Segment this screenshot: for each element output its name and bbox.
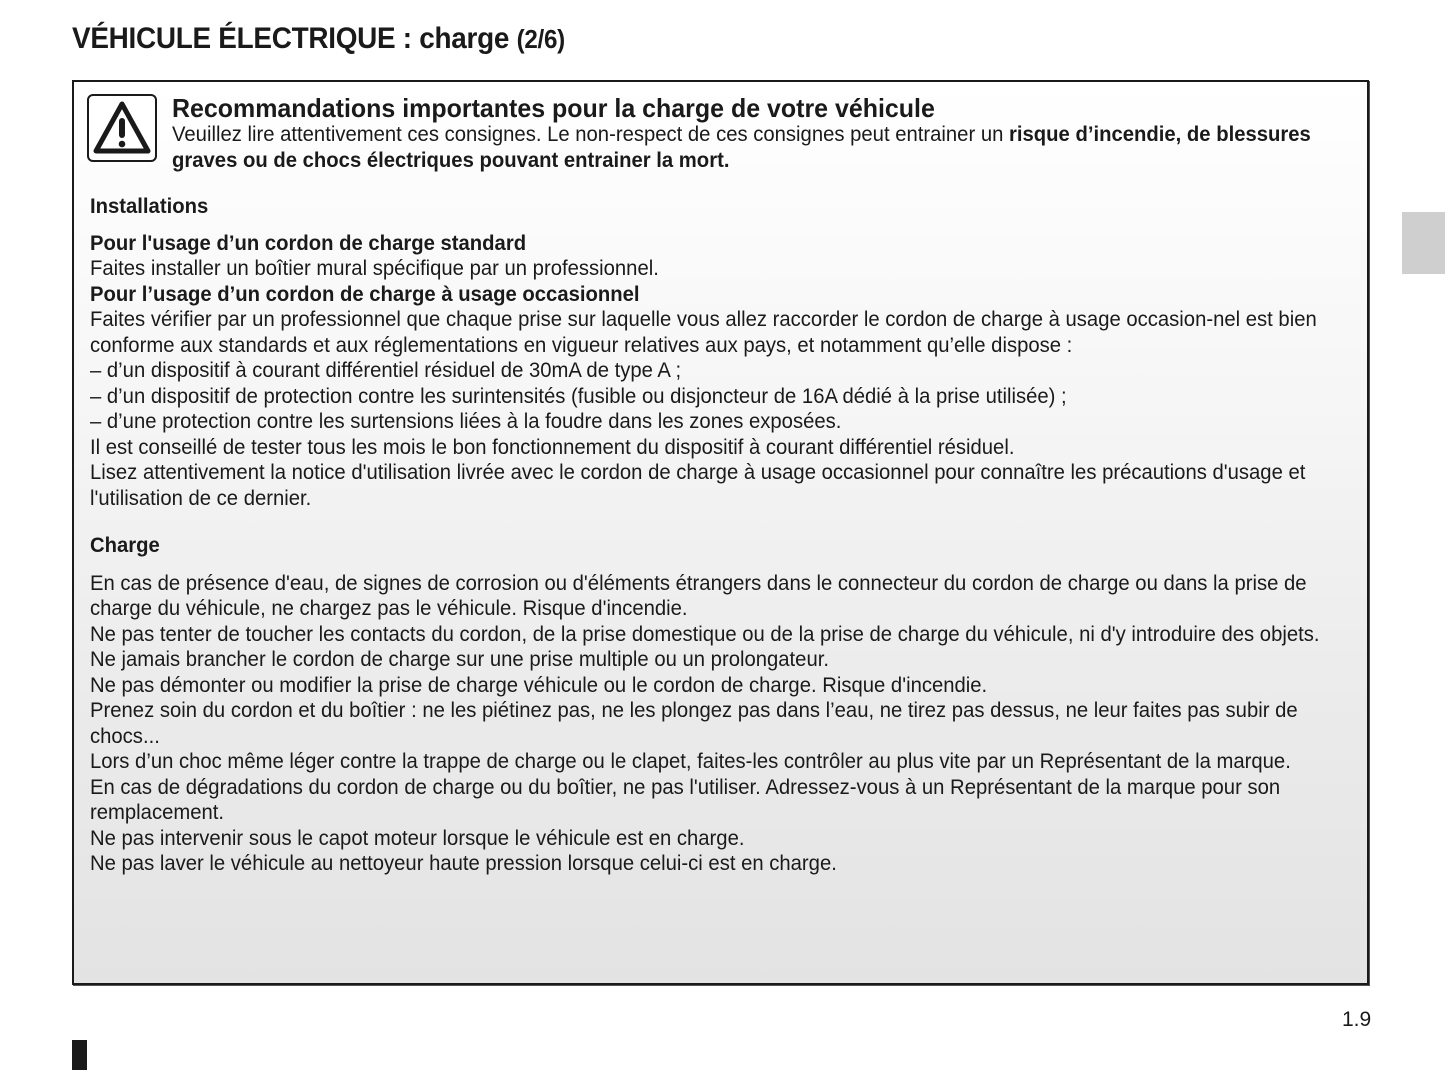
occasional-cord-heading: Pour l’usage d’un cordon de charge à usage occasionnel (90, 282, 640, 306)
warning-intro-bold: risque d’incendie, de blessures graves ou de chocs électriques pouvant entrainer la mort. (172, 123, 1311, 172)
charge-paragraph: Lors d’un choc même léger contre la trappe de charge ou le clapet, faites-les contrôler au plus vite par un Représentant de la marque. (90, 750, 1291, 773)
standard-cord-text: Faites installer un boîtier mural spécifique par un professionnel. (90, 257, 659, 280)
charge-paragraph: En cas de présence d'eau, de signes de corrosion ou d'éléments étrangers dans le connecteur du cordon de charge ou dans la prise de charge du véhicule, ne chargez pas le véhicule. Risque d'incendie. (90, 571, 1307, 620)
page-title-suffix: (2/6) (516, 24, 565, 54)
page-title (72, 22, 565, 56)
warning-content (90, 194, 1360, 877)
charge-paragraph: Ne pas laver le véhicule au nettoyeur haute pression lorsque celui-ci est en charge. (90, 852, 837, 875)
read-notice-text: Lisez attentivement la notice d'utilisation livrée avec le cordon de charge à usage occasionnel pour connaître les précautions d'usage et l'utilisation de ce dernier. (90, 461, 1306, 510)
requirement-list-item: – d’un dispositif à courant différentiel résiduel de 30mA de type A ; (90, 359, 682, 382)
charge-paragraph: Ne pas tenter de toucher les contacts du cordon, de la prise domestique ou de la prise de charge du véhicule, ni d'y introduire des objets. (90, 622, 1320, 646)
warning-intro-normal: Veuillez lire attentivement ces consignes. Le non-respect de ces consignes peut entrainer un (172, 123, 1010, 146)
occasional-cord-text: Faites vérifier par un professionnel que chaque prise sur laquelle vous allez raccorder le cordon de charge à usage occasion-nel est bien conforme aux standards et aux réglementations en vigueur relatives aux pays, et notamment qu’elle dispose : (90, 308, 1317, 357)
page-title-main: VÉHICULE ÉLECTRIQUE : charge (72, 22, 510, 55)
page-edge-marker (72, 1040, 87, 1070)
charge-paragraph: Ne pas démonter ou modifier la prise de charge véhicule ou le cordon de charge. Risque d'incendie. (90, 673, 988, 697)
warning-box (72, 80, 1369, 985)
standard-cord-heading: Pour l'usage d’un cordon de charge standard (90, 231, 527, 255)
warning-triangle-icon (87, 94, 157, 162)
test-advice-text: Il est conseillé de tester tous les mois le bon fonctionnement du dispositif à courant différentiel résiduel. (90, 435, 1015, 459)
installations-heading: Installations (90, 195, 209, 218)
warning-title: Recommandations importantes pour la charge de votre véhicule (172, 93, 935, 123)
charge-paragraph: Ne pas intervenir sous le capot moteur lorsque le véhicule est en charge. (90, 826, 745, 850)
charge-paragraph: En cas de dégradations du cordon de charge ou du boîtier, ne pas l'utiliser. Adressez-vous à un Représentant de la marque pour son remplacement. (90, 775, 1281, 824)
page-number: 1.9 (1342, 1008, 1372, 1031)
charge-paragraph: Prenez soin du cordon et du boîtier : ne les piétinez pas, ne les plongez pas dans l’eau, ne tirez pas dessus, ne leur faites pas subir de chocs... (90, 699, 1298, 748)
warning-header (172, 94, 1360, 174)
charge-heading: Charge (90, 534, 160, 557)
charge-paragraph: Ne jamais brancher le cordon de charge sur une prise multiple ou un prolongateur. (90, 648, 829, 671)
warning-intro (172, 122, 1359, 174)
requirement-list-item: – d’un dispositif de protection contre les surintensités (fusible ou disjoncteur de 16A dédié à la prise utilisée) ; (90, 384, 1067, 408)
chapter-side-tab (1402, 212, 1445, 274)
requirement-list-item: – d’une protection contre les surtensions liées à la foudre dans les zones exposées. (90, 410, 842, 433)
